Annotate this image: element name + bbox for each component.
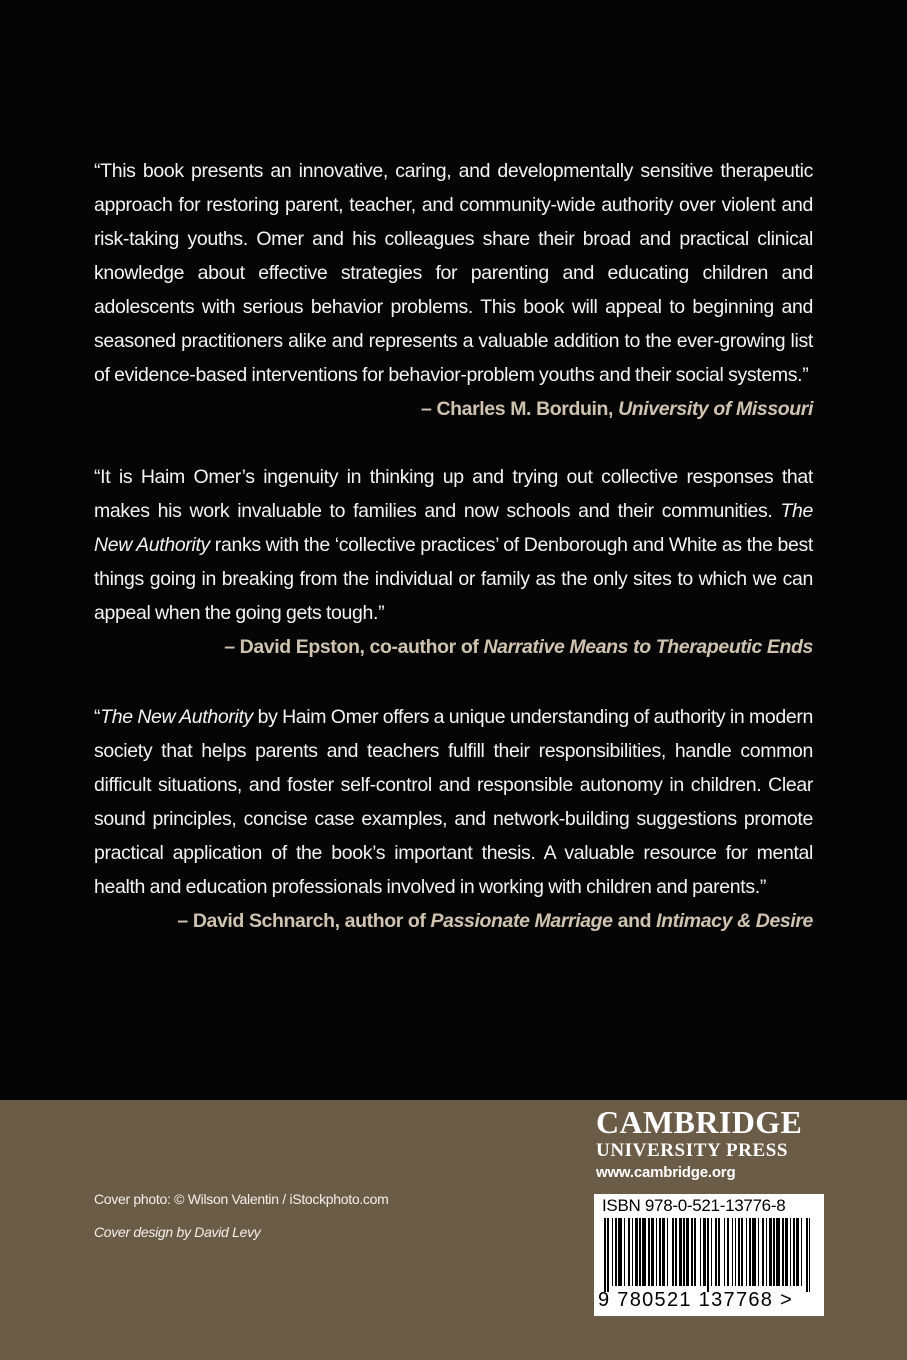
attribution-affiliation: University of Missouri bbox=[618, 398, 813, 420]
barcode-bar bbox=[659, 1218, 661, 1286]
attribution-author: – David Epston, co-author of bbox=[224, 636, 484, 658]
barcode-bar bbox=[809, 1218, 810, 1292]
cover-photo-credit: Cover photo: © Wilson Valentin / iStockphoto.com bbox=[94, 1191, 389, 1207]
attribution-author: – David Schnarch, author of bbox=[177, 910, 431, 932]
publisher-logo bbox=[596, 1104, 824, 1184]
barcode-bar bbox=[762, 1218, 764, 1286]
book-title: The New Authority bbox=[94, 500, 813, 556]
barcode-bar bbox=[718, 1218, 720, 1286]
barcode-bar bbox=[782, 1218, 784, 1286]
barcode-bar bbox=[607, 1218, 609, 1292]
quote-text-part: “ bbox=[94, 706, 101, 728]
barcode-bar bbox=[766, 1218, 767, 1286]
barcode-bar bbox=[776, 1218, 780, 1286]
barcode-bar bbox=[735, 1218, 736, 1286]
barcode-bar bbox=[679, 1218, 682, 1286]
barcode-bar bbox=[604, 1218, 606, 1292]
barcode-bar bbox=[691, 1218, 693, 1286]
barcode-bar bbox=[752, 1218, 756, 1286]
barcode-bar bbox=[628, 1218, 630, 1286]
attribution-connector: and bbox=[612, 910, 657, 932]
endorsement-quote-epston bbox=[94, 460, 813, 664]
barcode-bar bbox=[703, 1218, 706, 1286]
barcode-bar bbox=[773, 1218, 775, 1286]
endorsement-quote-borduin bbox=[94, 154, 813, 426]
barcode-bar bbox=[801, 1218, 802, 1286]
barcode-bar bbox=[806, 1218, 808, 1292]
barcode-bar bbox=[727, 1218, 729, 1286]
barcode-bar bbox=[656, 1218, 657, 1286]
barcode-digits bbox=[598, 1289, 820, 1312]
barcode-bar bbox=[711, 1218, 712, 1286]
isbn-barcode bbox=[594, 1194, 824, 1316]
barcode-number: 9 780521 137768 bbox=[598, 1289, 774, 1311]
barcode-bar bbox=[738, 1218, 740, 1286]
quote-text bbox=[94, 154, 813, 392]
barcode-bar bbox=[796, 1218, 799, 1286]
barcode-bar bbox=[741, 1218, 743, 1286]
quote-text-part: “It is Haim Omer’s ingenuity in thinking up and trying out collective responses that makes his work invaluable to families and now schools and their communities. bbox=[94, 466, 813, 522]
barcode-bar bbox=[707, 1218, 709, 1292]
endorsement-quote-schnarch bbox=[94, 700, 813, 938]
quote-attribution bbox=[94, 630, 813, 664]
quote-text-part: ranks with the ‘collective practices’ of Denborough and White as the best things going in breaking from the individual or family as the only sites to which we can appeal when the going gets tough.” bbox=[94, 534, 813, 624]
barcode-bar bbox=[672, 1218, 674, 1286]
barcode-bar bbox=[769, 1218, 772, 1286]
barcode-bar bbox=[632, 1218, 633, 1286]
barcode-bar bbox=[732, 1218, 733, 1286]
barcode-bar bbox=[615, 1218, 617, 1286]
barcode-bar bbox=[715, 1218, 717, 1286]
barcode-bar bbox=[746, 1218, 747, 1286]
barcode-bar bbox=[724, 1218, 725, 1286]
publisher-name: CAMBRIDGE bbox=[596, 1104, 803, 1140]
barcode-bar bbox=[793, 1218, 795, 1286]
barcode-bar bbox=[651, 1218, 654, 1286]
attribution-author: – Charles M. Borduin, bbox=[421, 398, 619, 420]
quote-attribution bbox=[94, 392, 813, 426]
barcode-bar bbox=[790, 1218, 791, 1286]
barcode-bar bbox=[648, 1218, 650, 1286]
barcode-bar bbox=[749, 1218, 751, 1286]
quote-text bbox=[94, 700, 813, 904]
quote-attribution bbox=[94, 904, 813, 938]
barcode-bar bbox=[624, 1218, 625, 1286]
barcode-bar bbox=[785, 1218, 788, 1286]
barcode-bar bbox=[667, 1218, 668, 1286]
isbn-label: ISBN 978-0-521-13776-8 bbox=[602, 1196, 786, 1215]
publisher-press: UNIVERSITY PRESS bbox=[596, 1140, 789, 1161]
publisher-url: www.cambridge.org bbox=[596, 1164, 736, 1181]
barcode-bar bbox=[694, 1218, 696, 1286]
barcode-end-mark: > bbox=[780, 1289, 794, 1311]
barcode-bar bbox=[686, 1218, 689, 1286]
barcode-bar bbox=[618, 1218, 622, 1286]
quote-text-part: by Haim Omer offers a unique understanding of authority in modern society that helps parents and teachers fulfill their responsibilities, handle common difficult situations, and foster self-control and responsible autonomy in children. Clear sound principles, concise case examples, and network-building suggestions promote practical application of the book’s important thesis. A valuable resource for mental health and education professionals involved in working with children and parents.” bbox=[94, 706, 814, 898]
attribution-work: Passionate Marriage bbox=[430, 910, 613, 932]
barcode-bar bbox=[662, 1218, 665, 1286]
barcode-bars bbox=[604, 1218, 814, 1292]
barcode-bar bbox=[758, 1218, 759, 1286]
barcode-bar bbox=[639, 1218, 641, 1286]
quote-text bbox=[94, 460, 813, 630]
barcode-bar bbox=[683, 1218, 685, 1286]
attribution-work: Narrative Means to Therapeutic Ends bbox=[483, 636, 813, 658]
barcode-bar bbox=[700, 1218, 701, 1286]
barcode-bar bbox=[612, 1218, 613, 1286]
barcode-bar bbox=[642, 1218, 646, 1286]
barcode-bar bbox=[635, 1218, 638, 1286]
book-title: The New Authority bbox=[100, 706, 253, 728]
attribution-work: Intimacy & Desire bbox=[656, 910, 813, 932]
quote-text-part: “This book presents an innovative, caring, and developmentally sensitive therapeutic approach for restoring parent, teacher, and community-wide authority over violent and risk-taking youths. Omer and his colleagues share their broad and practical clinical knowledge about effective strategies for parenting and educating children and adolescents with serious behavior problems. This book will appeal to beginning and seasoned practitioners alike and represents a valuable addition to the ever-growing list of evidence-based interventions for behavior-problem youths and their social systems.” bbox=[94, 160, 813, 386]
barcode-bar bbox=[675, 1218, 677, 1286]
cover-design-credit: Cover design by David Levy bbox=[94, 1224, 261, 1240]
